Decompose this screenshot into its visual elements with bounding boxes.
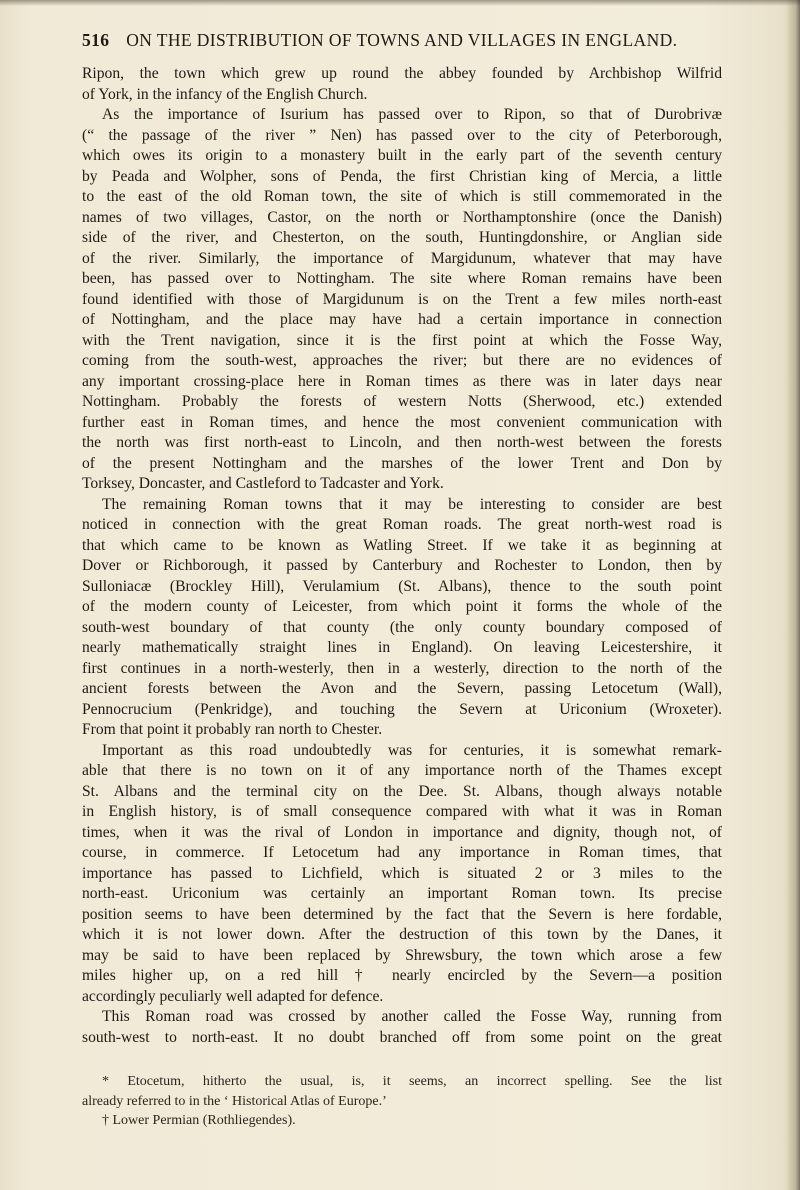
text-line: to the east of the old Roman town, the site of which is still commemorated in the	[82, 188, 722, 205]
text-line: south-west boundary of that county (the only county boundary composed of	[82, 618, 722, 636]
text-line: Ripon, the town which grew up round the abbey founded by Archbishop Wilfrid	[82, 65, 722, 82]
text-line: been, has passed over to Nottingham. The site where Roman remains have been	[82, 270, 722, 287]
text-line: of the present Nottingham and the marshes of the lower Trent and Don by	[82, 454, 722, 472]
text-line: The remaining Roman towns that it may be interesting to consider are best	[102, 495, 722, 513]
text-line: the north was first north-east to Lincoln, and then north-west between the forests	[82, 434, 722, 451]
text-line: Nottingham. Probably the forests of western Notts (Sherwood, etc.) extended	[82, 393, 722, 410]
text-line: Important as this road undoubtedly was for centuries, it is somewhat remark-	[102, 741, 722, 759]
body-text	[82, 64, 722, 1048]
page-top-shadow	[0, 0, 800, 6]
text-line: with the Trent navigation, since it is the first point at which the Fosse Way,	[82, 331, 722, 349]
text-line: (“ the passage of the river ” Nen) has passed over to the city of Peterborough,	[82, 126, 722, 144]
text-line: able that there is no town on it of any importance north of the Thames except	[82, 762, 722, 779]
text-line: of the river. Similarly, the importance of Margidunum, whatever that may have	[82, 249, 722, 267]
page-binding-shadow	[786, 0, 800, 1190]
text-line: position seems to have been determined by the fact that the Severn is here fordable,	[82, 905, 722, 923]
running-header	[82, 30, 722, 58]
text-line: As the importance of Isurium has passed over to Ripon, so that of Durobrivæ	[102, 106, 722, 123]
text-line: that which came to be known as Watling Street. If we take it as beginning at	[82, 536, 722, 554]
text-line: by Peada and Wolpher, sons of Penda, the first Christian king of Mercia, a little	[82, 167, 722, 185]
footnote-line: already referred to in the ‘ Historical Atlas of Europe.’	[82, 1093, 387, 1109]
text-line: St. Albans and the terminal city on the Dee. St. Albans, though always notable	[82, 782, 722, 800]
text-line: Torksey, Doncaster, and Castleford to Tadcaster and York.	[82, 475, 444, 492]
text-line: in English history, is of small consequence compared with what it was in Roman	[82, 803, 722, 820]
text-line: nearly mathematically straight lines in England). On leaving Leicestershire, it	[82, 639, 722, 656]
page-number: 516	[82, 30, 110, 50]
text-line: noticed in connection with the great Roman roads. The great north-west road is	[82, 516, 722, 533]
text-line: may be said to have been replaced by Shrewsbury, the town which arose a few	[82, 946, 722, 964]
text-line: of the modern county of Leicester, from which point it forms the whole of the	[82, 598, 722, 615]
text-line: importance has passed to Lichfield, which is situated 2 or 3 miles to the	[82, 864, 722, 882]
text-line: course, in commerce. If Letocetum had any importance in Roman times, that	[82, 844, 722, 861]
footnotes	[82, 1072, 722, 1131]
text-line: Dover or Richborough, it passed by Canterbury and Rochester to London, then by	[82, 557, 722, 574]
text-line: of York, in the infancy of the English Church.	[82, 85, 368, 103]
text-line: which it is not lower down. After the destruction of this town by the Danes, it	[82, 926, 722, 943]
footnote-line: * Etocetum, hitherto the usual, is, it seems, an incorrect spelling. See the list	[102, 1074, 722, 1089]
text-line: Sulloniacæ (Brockley Hill), Verulamium (St. Albans), thence to the south point	[82, 577, 722, 595]
text-line: ancient forests between the Avon and the Severn, passing Letocetum (Wall),	[82, 680, 722, 697]
text-line: of Nottingham, and the place may have had a certain importance in connection	[82, 311, 722, 328]
text-line: first continues in a north-westerly, then in a westerly, direction to the north of the	[82, 659, 722, 677]
text-line: coming from the south-west, approaches the river; but there are no evidences of	[82, 352, 722, 369]
text-line: further east in Roman times, and hence the most convenient communication with	[82, 413, 722, 431]
text-line: This Roman road was crossed by another called the Fosse Way, running from	[102, 1008, 722, 1025]
text-line: south-west to north-east. It no doubt branched off from some point on the great	[82, 1028, 722, 1046]
text-line: found identified with those of Margidunum is on the Trent a few miles north-east	[82, 290, 722, 308]
text-line: accordingly peculiarly well adapted for defence.	[82, 987, 384, 1005]
text-line: names of two villages, Castor, on the north or Northamptonshire (once the Danish)	[82, 208, 722, 226]
running-title: ON THE DISTRIBUTION OF TOWNS AND VILLAGES IN ENGLAND.	[126, 30, 678, 50]
text-line: miles higher up, on a red hill † nearly encircled by the Severn—a position	[82, 967, 722, 984]
text-line: north-east. Uriconium was certainly an important Roman town. Its precise	[82, 885, 722, 902]
text-line: times, when it was the rival of London in importance and dignity, though not, of	[82, 823, 722, 841]
text-line: From that point it probably ran north to Chester.	[82, 721, 383, 738]
text-line: which owes its origin to a monastery built in the early part of the seventh century	[82, 147, 722, 164]
text-line: side of the river, and Chesterton, on the south, Huntingdonshire, or Anglian side	[82, 229, 722, 246]
text-line: Pennocrucium (Penkridge), and touching the Severn at Uriconium (Wroxeter).	[82, 700, 722, 718]
text-line: any important crossing-place here in Roman times as there was in later days near	[82, 372, 722, 390]
footnote-line: † Lower Permian (Rothliegendes).	[102, 1113, 296, 1128]
